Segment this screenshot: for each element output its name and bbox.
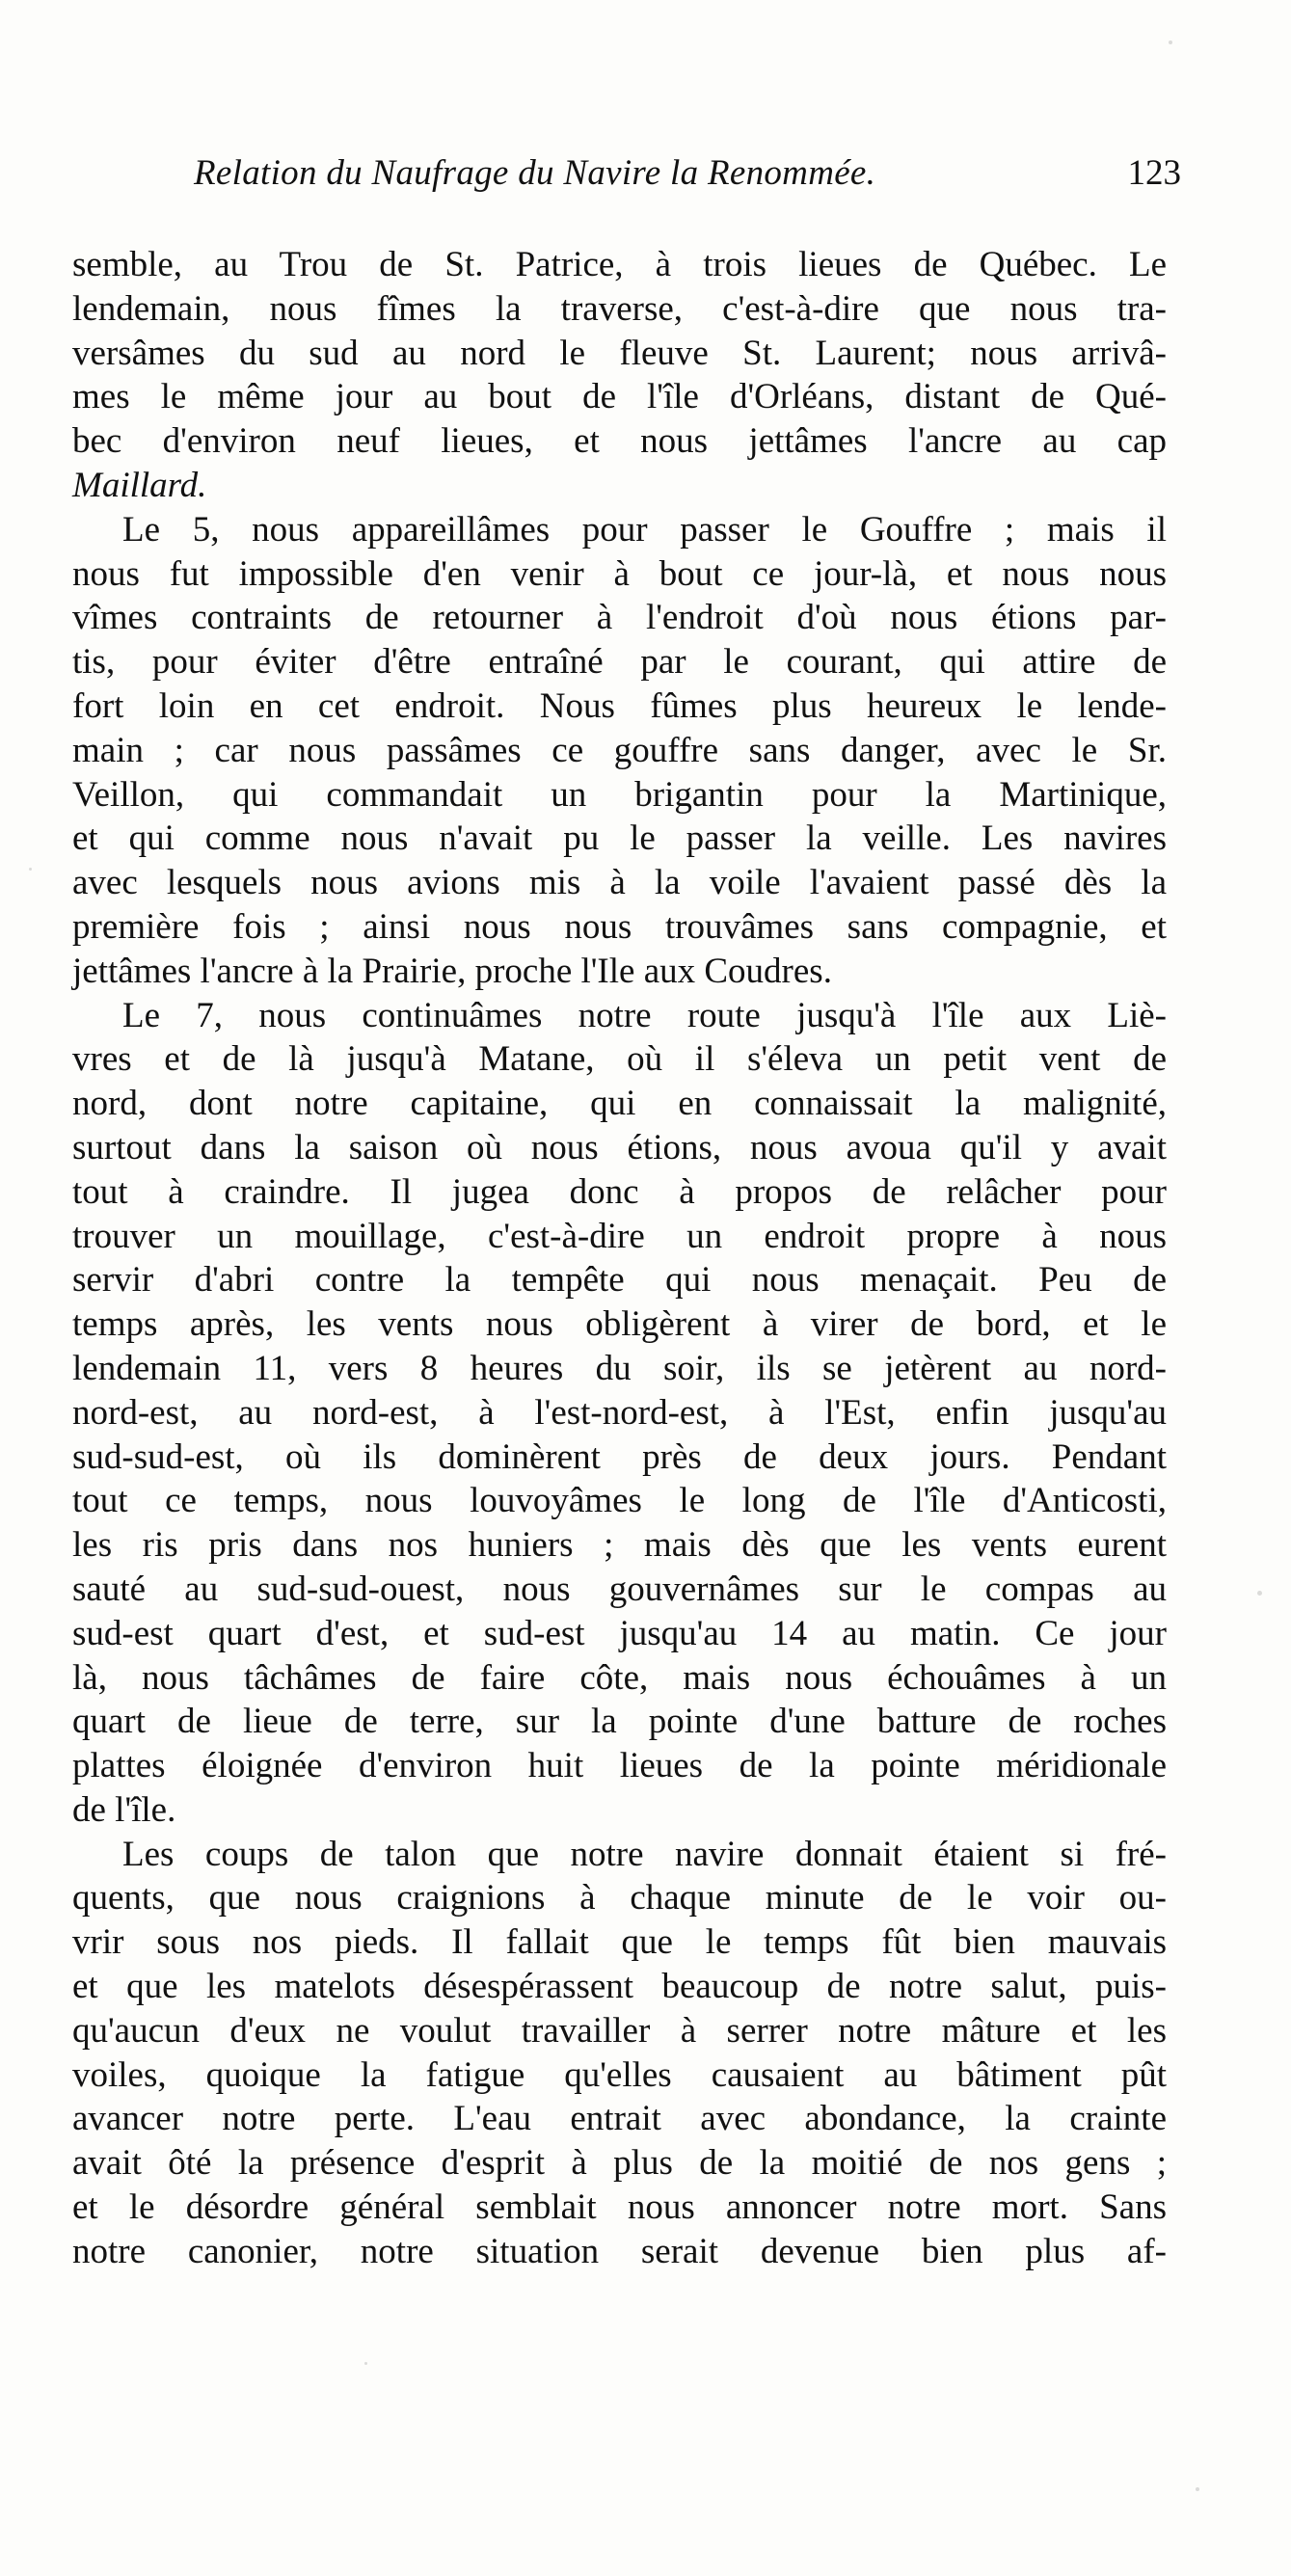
text-line: notre canonier, notre situation serait devenue bien plus af- [72,2231,1167,2271]
text-line: nous fut impossible d'en venir à bout ce jour-là, et nous nous [72,553,1167,594]
text-line: tis, pour éviter d'être entraîné par le courant, qui attire de [72,642,1167,683]
text-line: de l'île. [72,1789,176,1830]
text-line: mes le même jour au bout de l'île d'Orléans, distant de Qué- [72,377,1167,417]
text-line: bec d'environ neuf lieues, et nous jettâmes l'ancre au cap [72,421,1167,462]
text-line: sauté au sud-sud-ouest, nous gouvernâmes sur le compas au [72,1569,1167,1609]
scan-speck [1196,2487,1199,2491]
text-line: et le désordre général semblait nous annoncer notre mort. Sans [72,2187,1167,2228]
text-line: sud-est quart d'est, et sud-est jusqu'au 14 au matin. Ce jour [72,1613,1167,1653]
scan-speck [1169,40,1172,44]
text-line: semble, au Trou de St. Patrice, à trois lieues de Québec. Le [72,245,1167,284]
text-line: lendemain 11, vers 8 heures du soir, ils se jetèrent au nord- [72,1348,1167,1388]
text-line: lendemain, nous fîmes la traverse, c'est-à-dire que nous tra- [72,288,1167,329]
text-line: vîmes contraints de retourner à l'endroit d'où nous étions par- [72,598,1167,638]
text-line: voiles, quoique la fatigue qu'elles causaient au bâtiment pût [72,2054,1167,2095]
scan-speck [29,868,32,871]
text-line: et que les matelots désespérassent beaucoup de notre salut, puis- [72,1967,1167,2007]
text-line: Maillard. [72,465,207,505]
text-line: qu'aucun d'eux ne voulut travailler à serrer notre mâture et les [72,2010,1167,2051]
text-line: avait ôté la présence d'esprit à plus de la moitié de nos gens ; [72,2143,1167,2184]
text-line: trouver un mouillage, c'est-à-dire un endroit propre à nous [72,1216,1167,1256]
scan-speck [364,2362,367,2365]
text-line: Veillon, qui commandait un brigantin pour la Martinique, [72,774,1167,815]
text-line: sud-sud-est, où ils dominèrent près de deux jours. Pendant [72,1436,1167,1477]
text-line: versâmes du sud au nord le fleuve St. Laurent; nous arrivâ- [72,333,1167,373]
page-number: 123 [1127,153,1181,193]
text-line: fort loin en cet endroit. Nous fûmes plus heureux le lende- [72,685,1167,726]
text-line: et qui comme nous n'avait pu le passer la veille. Les navires [72,818,1167,859]
text-line: vrir sous nos pieds. Il fallait que le temps fût bien mauvais [72,1922,1167,1963]
text-line: servir d'abri contre la tempête qui nous menaçait. Peu de [72,1260,1167,1301]
paragraph-first-line: Les coups de talon que notre navire donnait étaient si fré- [122,1834,1167,1874]
text-line: avancer notre perte. L'eau entrait avec abondance, la crainte [72,2099,1167,2139]
text-line: avec lesquels nous avions mis à la voile l'avaient passé dès la [72,863,1167,903]
text-line: première fois ; ainsi nous nous trouvâmes sans compagnie, et [72,906,1167,947]
text-line: surtout dans la saison où nous étions, nous avoua qu'il y avait [72,1127,1167,1167]
running-head: Relation du Naufrage du Navire la Renommée. [194,153,876,193]
paragraph-first-line: Le 7, nous continuâmes notre route jusqu'à l'île aux Liè- [122,995,1167,1035]
text-line: quart de lieue de terre, sur la pointe d'une batture de roches [72,1702,1167,1742]
scan-speck [1257,1591,1262,1596]
text-line: jettâmes l'ancre à la Prairie, proche l'Ile aux Coudres. [72,951,832,991]
text-line: les ris pris dans nos huniers ; mais dès que les vents eurent [72,1525,1167,1566]
paragraph-first-line: Le 5, nous appareillâmes pour passer le Gouffre ; mais il [122,509,1167,550]
text-line: tout ce temps, nous louvoyâmes le long de l'île d'Anticosti, [72,1481,1167,1521]
text-line: là, nous tâchâmes de faire côte, mais nous échouâmes à un [72,1657,1167,1698]
text-line: quents, que nous craignions à chaque minute de le voir ou- [72,1878,1167,1919]
body-text [72,243,1167,2274]
text-line: nord, dont notre capitaine, qui en connaissait la malignité, [72,1084,1167,1124]
text-line: main ; car nous passâmes ce gouffre sans danger, avec le Sr. [72,730,1167,770]
page-header [72,152,1181,206]
text-line: vres et de là jusqu'à Matane, où il s'éleva un petit vent de [72,1039,1167,1080]
text-line: nord-est, au nord-est, à l'est-nord-est, à l'Est, enfin jusqu'au [72,1392,1167,1433]
text-line: tout à craindre. Il jugea donc à propos de relâcher pour [72,1171,1167,1212]
text-line: temps après, les vents nous obligèrent à virer de bord, et le [72,1304,1167,1345]
text-line: plattes éloignée d'environ huit lieues de la pointe méridionale [72,1746,1167,1786]
